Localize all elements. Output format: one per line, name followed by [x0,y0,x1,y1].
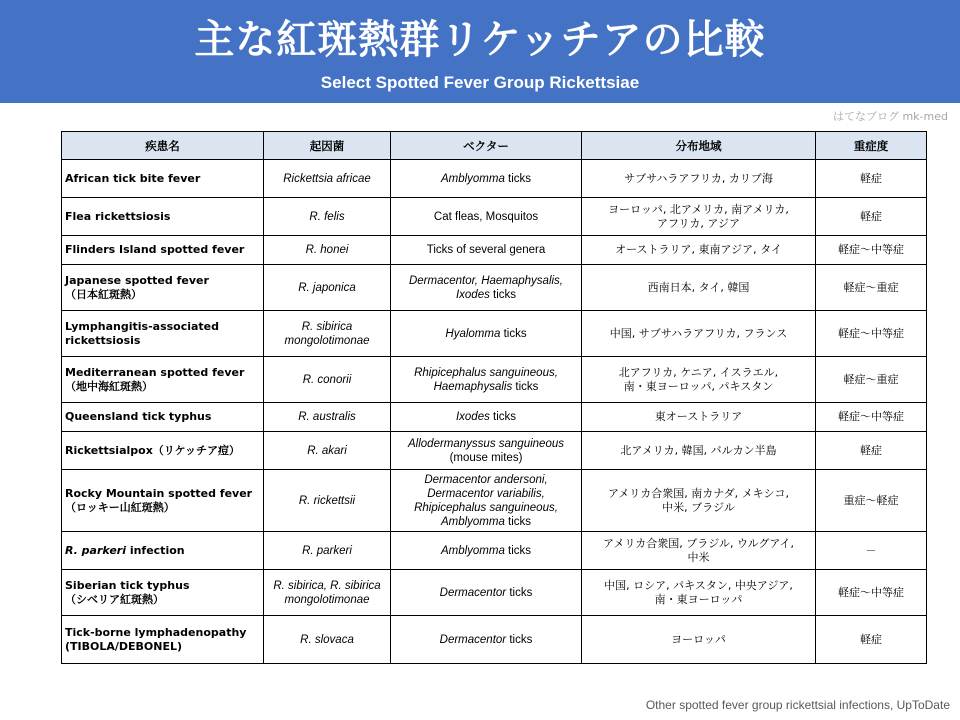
cell-severity: 軽症～中等症 [816,311,927,357]
page-subtitle: Select Spotted Fever Group Rickettsiae [320,73,640,92]
vector-text: ticks [504,544,532,557]
disease-name: Lymphangitis-associated [65,319,220,333]
cell-severity: 軽症 [816,616,927,664]
cell-disease [62,532,264,570]
disease-name-sub: (TIBOLA/DEBONEL) [65,639,183,653]
vector-line [394,380,578,394]
cell-pathogen: R. felis [264,198,391,236]
disease-line [65,487,260,501]
vector-genus: Ixodes [455,411,490,423]
cell-severity: 軽症～中等症 [816,236,927,265]
vector-text: ticks [512,380,539,393]
cell-severity: 軽症～重症 [816,357,927,403]
cell-severity: － [816,532,927,570]
vector-genus: Rhipicephalus sanguineous, [414,501,558,514]
vector-genus: Hyalomma [445,327,501,340]
cell-severity: 軽症～中等症 [816,570,927,616]
disease-name: Rickettsialpox（リケッチア痘） [65,443,241,457]
disease-name: Flea rickettsiosis [65,209,171,223]
table-row [62,616,927,664]
cell-region [582,265,816,311]
disease-name: infection [125,543,185,557]
cell-vector [391,236,582,265]
cell-region [582,470,816,532]
cell-severity: 軽症 [816,198,927,236]
cell-disease [62,432,264,470]
vector-text: ticks [506,633,533,646]
disease-line [65,172,260,186]
table-row [62,570,927,616]
page-title: 主な紅斑熱群リケッチアの比較 [194,17,766,63]
table-row [62,403,927,432]
region-line: ヨーロッパ, 北アメリカ, 南アメリカ, [608,202,789,216]
vector-genus: Amblyomma [440,172,505,185]
cell-severity: 軽症 [816,432,927,470]
cell-disease [62,160,264,198]
region-line: 西南日本, タイ, 韓国 [647,280,750,294]
region-line: 東オーストラリア [654,410,743,423]
cell-disease [62,311,264,357]
cell-severity: 軽症～重症 [816,265,927,311]
region-line: 中米, ブラジル [662,500,735,514]
table-body [62,160,927,664]
vector-line [394,288,578,302]
cell-region [582,403,816,432]
cell-pathogen: R. japonica [264,265,391,311]
blog-credit: はてなブログ mk-med [832,110,948,123]
vector-line [394,243,578,257]
disease-name-sub: （日本紅斑熱） [65,287,142,301]
disease-name: Mediterranean spotted fever [65,365,245,379]
cell-disease [62,403,264,432]
vector-genus: Amblyomma [440,544,505,557]
vector-line [394,544,578,558]
cell-disease [62,265,264,311]
region-line: 中米 [687,550,710,564]
region-line: 中国, ロシア, パキスタン, 中央アジア, [604,578,793,592]
disease-line [65,444,260,458]
region-line: サブサハラアフリカ, カリブ海 [624,171,773,185]
vector-text: Cat fleas, Mosquitos [433,210,539,223]
cell-disease [62,470,264,532]
vector-text: ticks [506,586,533,599]
cell-region [582,532,816,570]
cell-disease [62,570,264,616]
table-row [62,432,927,470]
table-row [62,198,927,236]
cell-pathogen: R. rickettsii [264,470,391,532]
disease-name-sub: （ロッキー山紅斑熱） [65,500,175,514]
cell-vector [391,532,582,570]
cell-pathogen: R. honei [264,236,391,265]
vector-genus: Dermacentor andersoni, [424,473,548,486]
table-row [62,160,927,198]
disease-line [65,626,260,640]
cell-disease [62,198,264,236]
cell-severity: 軽症～中等症 [816,403,927,432]
source-citation: Other spotted fever group rickettsial infections, UpToDate [645,698,950,712]
vector-text: ticks [489,288,517,301]
vector-text: ticks [489,411,517,423]
vector-line [394,515,578,529]
disease-line [65,579,260,593]
vector-genus: Allodermanyssus sanguineous [408,437,564,450]
vector-line [394,633,578,647]
cell-disease [62,236,264,265]
cell-vector [391,160,582,198]
vector-text: ticks [504,172,532,185]
vector-line [394,274,578,288]
disease-line [65,274,260,288]
disease-name-sub: rickettsiosis [65,333,141,347]
vector-line [394,473,578,487]
table-row [62,357,927,403]
vector-text: ticks [504,515,532,528]
cell-region [582,616,816,664]
table-row [62,311,927,357]
cell-vector [391,570,582,616]
disease-name-italic: R. parkeri [65,543,126,557]
cell-pathogen: R. parkeri [264,532,391,570]
disease-line [65,320,260,334]
vector-line [394,487,578,501]
table-header-row [62,132,927,160]
vector-genus: Rhipicephalus sanguineous, [414,366,558,379]
region-line: アメリカ合衆国, 南カナダ, メキシコ, [607,486,790,500]
cell-region [582,198,816,236]
region-line: 中国, サブサハラアフリカ, フランス [609,326,788,340]
cell-region [582,357,816,403]
cell-pathogen: R. australis [264,403,391,432]
disease-name: Rocky Mountain spotted fever [65,486,253,500]
cell-severity: 軽症 [816,160,927,198]
cell-pathogen: R. sibirica mongolotimonae [264,311,391,357]
vector-genus: Dermacentor [439,633,507,646]
cell-vector [391,198,582,236]
title-banner [0,0,960,103]
vector-text: Ticks of several genera [426,244,546,256]
disease-name: Siberian tick typhus [65,578,190,592]
vector-genus: Haemaphysalis [433,380,513,393]
disease-line [65,243,260,257]
cell-region [582,432,816,470]
cell-pathogen: R. akari [264,432,391,470]
cell-disease [62,357,264,403]
vector-line [394,437,578,451]
column-header-vector: ベクター [391,132,582,160]
disease-line [65,544,260,558]
disease-name: Queensland tick typhus [65,410,212,423]
rickettsiae-comparison-table [61,131,927,664]
cell-disease [62,616,264,664]
cell-region [582,570,816,616]
vector-line [394,327,578,341]
region-line: ヨーロッパ [671,632,726,646]
cell-region [582,311,816,357]
region-line: 南・東ヨーロッパ, パキスタン [623,379,774,393]
cell-vector [391,403,582,432]
cell-vector [391,311,582,357]
vector-line [394,210,578,224]
cell-vector [391,357,582,403]
vector-genus: Ixodes [455,288,490,301]
cell-vector [391,265,582,311]
column-header-severity: 重症度 [816,132,927,160]
vector-genus: Dermacentor [439,586,507,599]
table-row [62,532,927,570]
cell-region [582,160,816,198]
disease-line [65,410,260,424]
disease-line [65,366,260,380]
cell-vector [391,432,582,470]
column-header-pathogen: 起因菌 [264,132,391,160]
vector-text: (mouse mites) [449,451,523,464]
region-line: アメリカ合衆国, ブラジル, ウルグアイ, [603,536,794,550]
vector-genus: Dermacentor variabilis, [427,487,545,500]
vector-line [394,172,578,186]
vector-line [394,586,578,600]
disease-line [65,210,260,224]
disease-name: Japanese spotted fever [65,273,209,287]
vector-line [394,501,578,515]
disease-name-sub: （地中海紅斑熱） [65,379,153,393]
region-line: 南・東ヨーロッパ [654,592,743,606]
region-line: アフリカ, アジア [656,216,740,230]
disease-name: Flinders Island spotted fever [65,243,245,256]
cell-region [582,236,816,265]
disease-name: African tick bite fever [65,171,201,185]
cell-pathogen: Rickettsia africae [264,160,391,198]
vector-text: ticks [500,327,527,340]
column-header-region: 分布地域 [582,132,816,160]
vector-line [394,451,578,465]
vector-line [394,366,578,380]
region-line: オーストラリア, 東南アジア, タイ [615,243,782,256]
table-row [62,265,927,311]
cell-pathogen: R. sibirica, R. sibirica mongolotimonae [264,570,391,616]
table-row [62,236,927,265]
region-line: 北アフリカ, ケニア, イスラエル, [618,365,779,379]
vector-line [394,410,578,424]
cell-pathogen: R. slovaca [264,616,391,664]
cell-vector [391,616,582,664]
region-line: 北アメリカ, 韓国, バルカン半島 [620,443,777,457]
disease-name: Tick-borne lymphadenopathy [65,625,247,639]
disease-name-sub: （シベリア紅斑熱） [65,592,164,606]
table-row [62,470,927,532]
vector-genus: Amblyomma [440,515,505,528]
cell-vector [391,470,582,532]
cell-pathogen: R. conorii [264,357,391,403]
cell-severity: 重症～軽症 [816,470,927,532]
column-header-disease: 疾患名 [62,132,264,160]
vector-genus: Dermacentor, Haemaphysalis, [408,274,564,287]
